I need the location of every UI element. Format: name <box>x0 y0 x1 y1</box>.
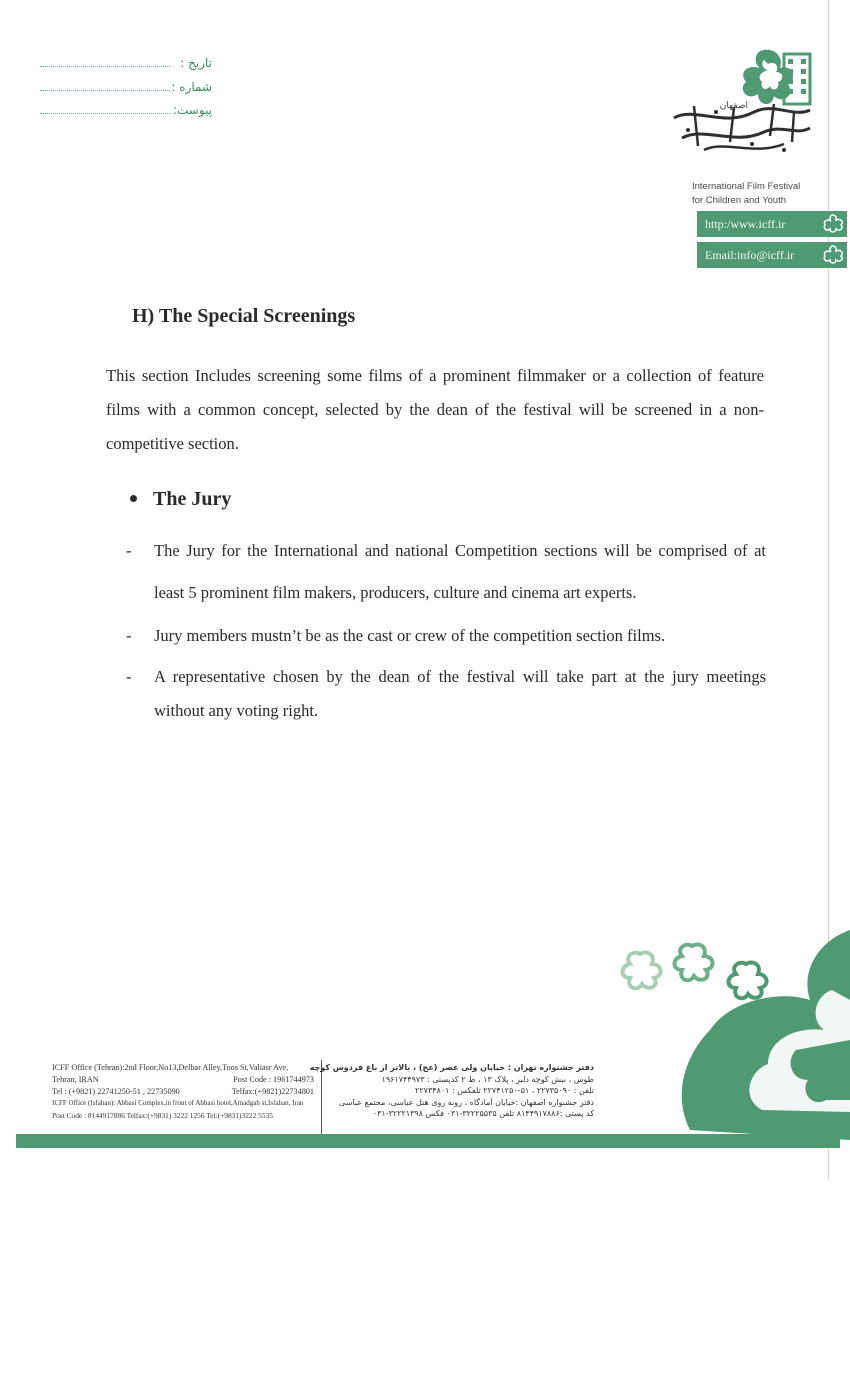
number-label: شماره : <box>171 80 212 94</box>
website-link[interactable]: http:/www.icff.ir <box>705 217 786 231</box>
svg-text:اصفهان: اصفهان <box>719 101 748 111</box>
festival-logo <box>664 46 814 176</box>
footer-line: دفتر جشنواره اصفهان :خیابان آمادگاه ، روبه روی هتل عباسی، مجتمع عباسی <box>339 1097 594 1107</box>
dash-icon: - <box>126 541 132 560</box>
flower-outline-icon <box>821 244 845 266</box>
footer-line: ICFF Office (Isfahan): Abbasi Complex,in front of Abbasi hotel,Amadgah st,Isfahan, Iran <box>52 1099 304 1107</box>
bullet-dot-icon <box>130 495 137 502</box>
date-dotted-line <box>40 66 170 67</box>
flower-outline-icon <box>821 213 845 235</box>
footer-line: ICFF Office (Tehran):2nd Floor,No13,Delbar Alley,Toos St,Valiasr Ave, <box>52 1063 289 1072</box>
footer-line: طوس ، نبش کوچه دلبر ، پلاک ۱۳ ، ط ۲ کدپستی : ۱۹۶۱۷۴۴۹۷۳ <box>381 1074 594 1084</box>
footer-line: تلفن : ۲۲۷۳۵۰۹۰ ، ۵۱-۲۲۷۴۱۲۵۰ تلفکس : ۲۲۷۳۴۸۰۱ <box>415 1086 594 1095</box>
footer-green-band <box>16 1134 840 1148</box>
email-link[interactable]: Email:info@icff.ir <box>705 248 795 262</box>
footer-line: Tel : (+9821) 22741250-51 , 22735090 <box>52 1087 180 1096</box>
flower-film-icon <box>664 46 814 176</box>
footer-line: کد پستی :۸۱۴۴۹۱۷۸۸۶ تلفن ۳۲۲۲۵۵۳۵-۰۳۱ فکس ۳۲۲۲۱۳۹۸-۰۳۱ <box>372 1109 594 1118</box>
jury-item <box>126 530 766 610</box>
date-label: تاریخ : <box>180 56 212 70</box>
dash-icon: - <box>126 667 132 686</box>
jury-heading <box>130 488 231 511</box>
jury-item-text: The Jury for the International and national Competition sections will be comprised of at least 5 prominent film makers, producers, culture and cinema art experts. <box>154 541 766 602</box>
email-bar <box>697 242 847 268</box>
footer-flower-graphic <box>600 930 850 1150</box>
jury-item-text: Jury members mustn’t be as the cast or crew of the competition section films. <box>154 626 666 645</box>
footer-line: Post Code : 8144917886 Telfax:(+9831) 3222 1256 Tel:(+9831)3222 5535 <box>52 1111 273 1120</box>
footer-persian-address <box>309 1062 594 1120</box>
attachment-dotted-line <box>40 113 170 114</box>
dash-icon: - <box>126 626 132 645</box>
footer-line: Telfax:(+9821)22734801 <box>231 1087 314 1096</box>
jury-heading-text: The Jury <box>153 488 232 510</box>
footer-line: Post Code : 1961744973 <box>233 1075 314 1084</box>
number-dotted-line <box>40 90 170 91</box>
section-title: H) The Special Screenings <box>132 305 356 327</box>
date-field <box>40 56 212 74</box>
logo-persian-title <box>664 46 665 47</box>
number-field <box>40 80 212 98</box>
logo-english-line2: for Children and Youth <box>692 195 787 206</box>
section-paragraph: This section Includes screening some films of a prominent filmmaker or a collection of feature films with a common concept, selected by the dean of the festival will be screened in a non-competitive section. <box>106 366 764 453</box>
footer-line: Tehran, IRAN <box>52 1075 99 1084</box>
website-bar <box>697 211 847 237</box>
jury-item-text: A representative chosen by the dean of the festival will take part at the jury meetings without any voting right. <box>154 667 766 720</box>
attachment-field <box>40 103 212 121</box>
logo-english-line1: International Film Festival <box>692 181 801 192</box>
footer-line: دفتر جشنواره تهران : خیابان ولی عصر (عج) ، بالاتر از باغ فردوس کوچه <box>309 1063 594 1072</box>
attachment-label: پیوست: <box>172 103 212 117</box>
footer-english-address <box>52 1062 314 1122</box>
